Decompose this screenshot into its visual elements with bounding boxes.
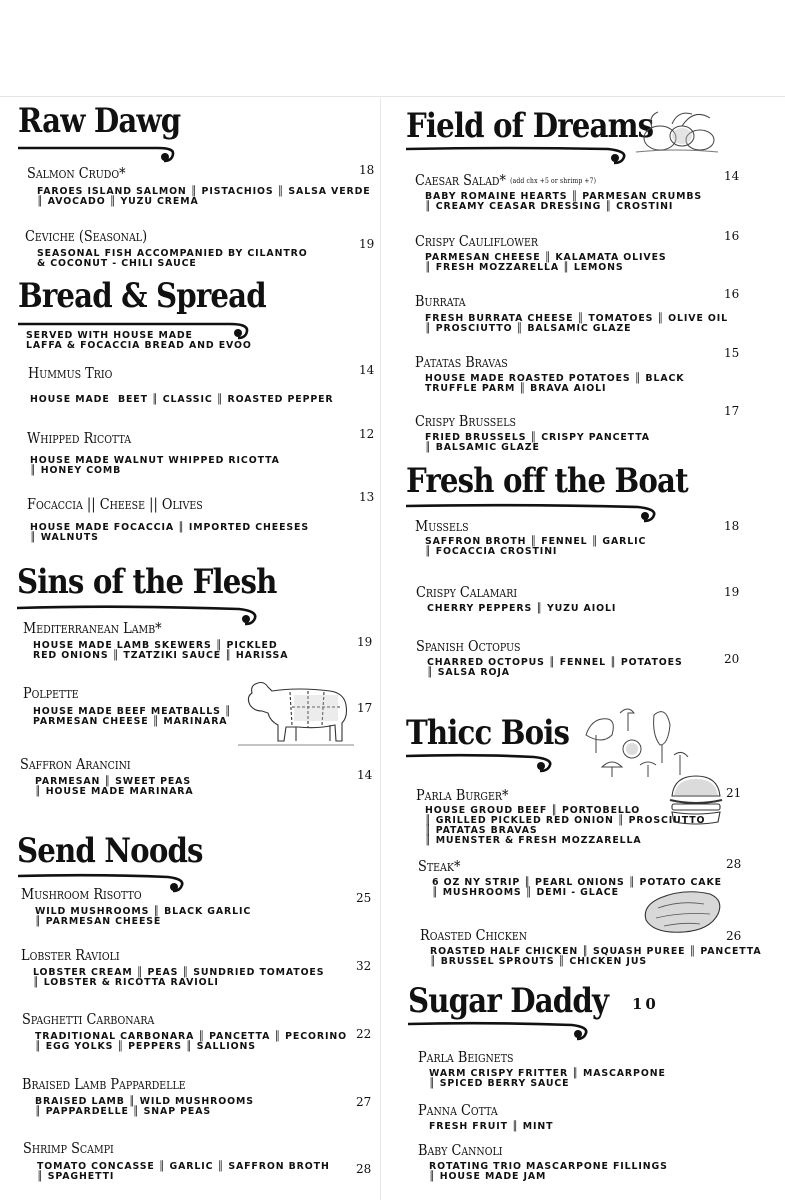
steak-icon	[640, 886, 724, 938]
menu-item-description: ROTATING TRIO MASCARPONE FILLINGS ║ HOUSE MADE JAM	[429, 1161, 668, 1182]
menu-item-description: LOBSTER CREAM ║ PEAS ║ SUNDRIED TOMATOES ║ LOBSTER & RICOTTA RAVIOLI	[33, 967, 325, 988]
menu-item-name: Mussels	[415, 517, 469, 535]
menu-item-description: FRESH BURRATA CHEESE ║ TOMATOES ║ OLIVE OIL ║ PROSCIUTTO ║ BALSAMIC GLAZE	[425, 313, 729, 334]
menu-item-name: Spanish Octopus	[416, 637, 521, 655]
burger-icon	[668, 774, 724, 826]
title-underline-swoosh	[408, 1020, 593, 1044]
menu-item-description: PARMESAN CHEESE ║ KALAMATA OLIVES ║ FRESH MOZZARELLA ║ LEMONS	[425, 252, 667, 273]
menu-item-description: CHARRED OCTOPUS ║ FENNEL ║ POTATOES ║ SALSA ROJA	[427, 657, 683, 678]
menu-item-description: SEASONAL FISH ACCOMPANIED BY CILANTRO & COCONUT - CHILI SAUCE	[37, 248, 308, 269]
section-title-sins-of-the-flesh: Sins of the Flesh	[17, 562, 277, 602]
menu-item-price: 28	[726, 857, 742, 871]
menu-item-description: HOUSE MADE BEET ║ CLASSIC ║ ROASTED PEPPER	[30, 394, 334, 405]
menu-item-name: Crispy Calamari	[416, 583, 518, 601]
menu-item-description: WARM CRISPY FRITTER ║ MASCARPONE ║ SPICED BERRY SAUCE	[429, 1068, 666, 1089]
section-title-sugar-daddy: Sugar Daddy	[408, 981, 609, 1021]
menu-item-price: 25	[356, 891, 372, 905]
menu-item-description: TRADITIONAL CARBONARA ║ PANCETTA ║ PECORINO ║ EGG YOLKS ║ PEPPERS ║ SALLIONS	[35, 1031, 347, 1052]
menu-item-description: BRAISED LAMB ║ WILD MUSHROOMS ║ PAPPARDELLE ║ SNAP PEAS	[35, 1096, 254, 1117]
menu-item-name: Ceviche (Seasonal)	[25, 227, 148, 245]
menu-item-price: 26	[726, 929, 742, 943]
title-underline-swoosh	[18, 142, 178, 164]
menu-item-price: 19	[359, 237, 375, 251]
menu-item-description: FRESH FRUIT ║ MINT	[429, 1121, 554, 1132]
menu-item-price: 21	[726, 786, 742, 800]
menu-item-description: HOUSE MADE WALNUT WHIPPED RICOTTA ║ HONEY COMB	[30, 455, 280, 476]
mushrooms-icon	[582, 705, 692, 783]
section-title-raw-dawg: Raw Dawg	[18, 101, 181, 141]
menu-item-name: Crispy Brussels	[415, 412, 516, 430]
menu-item-price: 14	[359, 363, 375, 377]
menu-item-price: 19	[357, 635, 373, 649]
menu-item-description: ROASTED HALF CHICKEN ║ SQUASH PUREE ║ PANCETTA ║ BRUSSEL SPROUTS ║ CHICKEN JUS	[430, 946, 762, 967]
menu-item-name: Polpette	[23, 684, 79, 702]
menu-item-name: Shrimp Scampi	[23, 1139, 114, 1157]
menu-item-description: PARMESAN ║ SWEET PEAS ║ HOUSE MADE MARINARA	[35, 776, 194, 797]
section-title-field-of-dreams: Field of Dreams	[406, 106, 654, 146]
menu-item-price: 18	[359, 163, 375, 177]
menu-item-description: FAROES ISLAND SALMON ║ PISTACHIOS ║ SALSA VERDE ║ AVOCADO ║ YUZU CREMA	[37, 186, 371, 207]
menu-item-price: 14	[724, 169, 740, 183]
vegetables-icon	[632, 108, 720, 156]
menu-item-name: Braised Lamb Pappardelle	[22, 1075, 186, 1093]
menu-item-price: 16	[724, 229, 740, 243]
menu-item-price: 15	[724, 346, 740, 360]
menu-item-name: Parla Burger*	[416, 786, 509, 804]
menu-item-description: HOUSE GROUD BEEF ║ PORTOBELLO ║ GRILLED PICKLED RED ONION ║ PROSCIUTTO ║ PATATAS BRAVAS ║ MUENSTER & FRESH MOZZARELLA	[425, 805, 706, 846]
menu-item-name: Saffron Arancini	[20, 755, 131, 773]
menu-item-name: Spaghetti Carbonara	[22, 1010, 155, 1028]
menu-item-price: 14	[357, 768, 373, 782]
menu-item-price: 22	[356, 1027, 372, 1041]
menu-item-price: 32	[356, 959, 372, 973]
menu-item-price: 13	[359, 490, 375, 504]
menu-item-name: Mushroom Risotto	[21, 885, 142, 903]
menu-item-price: 17	[724, 404, 740, 418]
menu-item-description: HOUSE MADE ROASTED POTATOES ║ BLACK TRUFFLE PARM ║ BRAVA AIOLI	[425, 373, 685, 394]
menu-item-price: 12	[359, 427, 375, 441]
menu-item-name: Patatas Bravas	[415, 353, 508, 371]
menu-item-price: 17	[357, 701, 373, 715]
menu-item-name: Parla Beignets	[418, 1048, 514, 1066]
menu-item-name: Hummus Trio	[28, 364, 113, 382]
section-title-bread-spread: Bread & Spread	[18, 276, 266, 316]
menu-item-name: Mediterranean Lamb*	[23, 619, 162, 637]
menu-item-description: HOUSE MADE BEEF MEATBALLS ║ PARMESAN CHEESE ║ MARINARA	[33, 706, 232, 727]
menu-item-description: WILD MUSHROOMS ║ BLACK GARLIC ║ PARMESAN CHEESE	[35, 906, 252, 927]
menu-item-description: SAFFRON BROTH ║ FENNEL ║ GARLIC ║ FOCACCIA CROSTINI	[425, 536, 647, 557]
menu-item-note: (add chx +5 or shrimp +7)	[510, 177, 597, 185]
menu-item-price: 20	[724, 652, 740, 666]
menu-item-price: 19	[724, 585, 740, 599]
menu-item-price: 16	[724, 287, 740, 301]
menu-item-name-text: Caesar Salad*	[415, 171, 506, 189]
section-title-fresh-off-the-boat: Fresh off the Boat	[406, 461, 688, 501]
menu-item-name	[415, 171, 596, 189]
menu-item-name: Lobster Ravioli	[21, 946, 120, 964]
menu-item-name: Focaccia || Cheese || Olives	[27, 495, 203, 513]
section-intro: SERVED WITH HOUSE MADE LAFFA & FOCACCIA BREAD AND EVOO	[26, 330, 252, 351]
menu-item-name: Crispy Cauliflower	[415, 232, 538, 250]
top-divider-line	[0, 96, 785, 97]
title-underline-swoosh	[406, 143, 631, 167]
section-title-send-noods: Send Noods	[17, 831, 203, 871]
cow-icon	[238, 675, 354, 747]
section-title-thicc-bois: Thicc Bois	[406, 713, 570, 753]
menu-item-price: 18	[724, 519, 740, 533]
menu-item-price: 27	[356, 1095, 372, 1109]
menu-item-price: 28	[356, 1162, 372, 1176]
menu-item-name: Baby Cannoli	[418, 1141, 503, 1159]
menu-item-description: HOUSE MADE LAMB SKEWERS ║ PICKLED RED ONIONS ║ TZATZIKI SAUCE ║ HARISSA	[33, 640, 289, 661]
menu-item-description: 6 OZ NY STRIP ║ PEARL ONIONS ║ POTATO CAKE ║ MUSHROOMS ║ DEMI - GLACE	[432, 877, 722, 898]
menu-item-name: Roasted Chicken	[420, 926, 528, 944]
section-price: 10	[632, 995, 659, 1013]
menu-item-name: Whipped Ricotta	[27, 429, 132, 447]
title-underline-swoosh	[406, 752, 556, 776]
menu-item-name: Burrata	[415, 292, 466, 310]
menu-item-description: FRIED BRUSSELS ║ CRISPY PANCETTA ║ BALSAMIC GLAZE	[425, 432, 650, 453]
menu-item-description: TOMATO CONCASSE ║ GARLIC ║ SAFFRON BROTH ║ SPAGHETTI	[37, 1161, 330, 1182]
column-divider	[380, 98, 381, 1200]
menu-item-description: CHERRY PEPPERS ║ YUZU AIOLI	[427, 603, 617, 614]
menu-item-name: Panna Cotta	[418, 1101, 498, 1119]
menu-item-description: HOUSE MADE FOCACCIA ║ IMPORTED CHEESES ║ WALNUTS	[30, 522, 310, 543]
menu-item-name: Steak*	[418, 857, 461, 875]
menu-item-description: BABY ROMAINE HEARTS ║ PARMESAN CRUMBS ║ CREAMY CEASAR DRESSING ║ CROSTINI	[425, 191, 703, 212]
menu-item-name: Salmon Crudo*	[27, 164, 126, 182]
